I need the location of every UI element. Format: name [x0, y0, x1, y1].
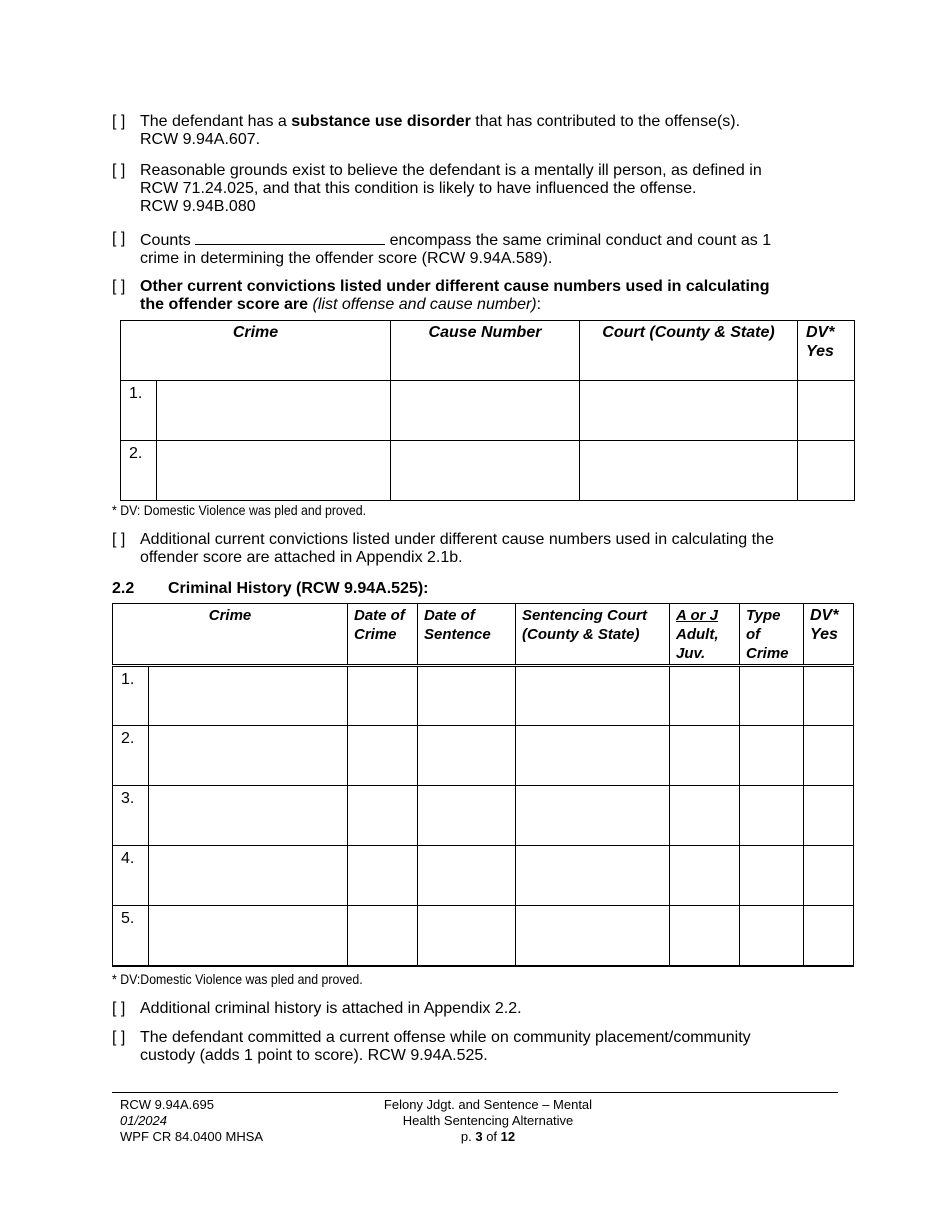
- type-cell[interactable]: [740, 726, 804, 786]
- sentencing-court-cell[interactable]: [516, 726, 670, 786]
- header-adult-juv: A or J Adult, Juv.: [670, 604, 740, 666]
- sentencing-court-cell[interactable]: [516, 906, 670, 966]
- counts-blank-field[interactable]: [195, 230, 385, 245]
- checkbox[interactable]: [ ]: [112, 230, 126, 247]
- court-cell[interactable]: [580, 381, 798, 441]
- cause-number-cell[interactable]: [391, 441, 580, 501]
- sentencing-court-cell[interactable]: [516, 666, 670, 726]
- table-row: [113, 726, 854, 786]
- cause-number-cell[interactable]: [391, 381, 580, 441]
- dv-cell[interactable]: [804, 726, 854, 786]
- adult-juv-cell[interactable]: [670, 906, 740, 966]
- item-text: Reasonable grounds exist to believe the defendant is a mentally ill person, as defined in RCW 71.24.025, and that this condition is likely to have influenced the offense. RCW 9.94B.080: [140, 162, 762, 215]
- row-number: 4.: [113, 846, 149, 906]
- criminal-history-table: [112, 603, 854, 967]
- type-cell[interactable]: [740, 666, 804, 726]
- footer-left: RCW 9.94A.695 01/2024 WPF CR 84.0400 MHSA: [120, 1097, 264, 1144]
- date-of-sentence-cell[interactable]: [418, 666, 516, 726]
- item-text: The defendant has a substance use disorder that has contributed to the offense(s). RCW 9.94A.607.: [140, 113, 741, 148]
- item-text: Additional current convictions listed under different cause numbers used in calculating the offender score are attached in Appendix 2.1b.: [140, 531, 774, 566]
- page-number: p. 3 of 12: [460, 1129, 516, 1144]
- item-text: Additional criminal history is attached in Appendix 2.2.: [140, 1000, 522, 1017]
- header-sentencing-court: Sentencing Court (County & State): [516, 604, 670, 666]
- date-of-sentence-cell[interactable]: [418, 786, 516, 846]
- crime-cell[interactable]: [157, 381, 391, 441]
- court-cell[interactable]: [580, 441, 798, 501]
- adult-juv-cell[interactable]: [670, 786, 740, 846]
- table-row: [121, 441, 855, 501]
- checkbox[interactable]: [ ]: [112, 278, 126, 295]
- date-of-crime-cell[interactable]: [348, 666, 418, 726]
- date-of-crime-cell[interactable]: [348, 846, 418, 906]
- date-of-sentence-cell[interactable]: [418, 906, 516, 966]
- header-date-of-sentence: Date of Sentence: [418, 604, 516, 666]
- dv-cell[interactable]: [804, 786, 854, 846]
- crime-cell[interactable]: [149, 666, 348, 726]
- table-row: [113, 666, 854, 726]
- row-number: 2.: [113, 726, 149, 786]
- crime-cell[interactable]: [149, 906, 348, 966]
- adult-juv-cell[interactable]: [670, 726, 740, 786]
- table-row: [113, 786, 854, 846]
- date-of-crime-cell[interactable]: [348, 726, 418, 786]
- dv-cell[interactable]: [798, 381, 855, 441]
- adult-juv-cell[interactable]: [670, 846, 740, 906]
- item-text: Other current convictions listed under different cause numbers used in calculating the offender score are (list offense and cause number):: [140, 278, 770, 313]
- header-crime: Crime: [121, 321, 391, 381]
- crime-cell[interactable]: [149, 726, 348, 786]
- checkbox[interactable]: [ ]: [112, 162, 126, 179]
- date-of-sentence-cell[interactable]: [418, 726, 516, 786]
- date-of-crime-cell[interactable]: [348, 786, 418, 846]
- page-footer: [112, 1092, 838, 1144]
- header-cause-number: Cause Number: [391, 321, 580, 381]
- header-crime: Crime: [113, 604, 348, 666]
- date-of-crime-cell[interactable]: [348, 906, 418, 966]
- sentencing-court-cell[interactable]: [516, 786, 670, 846]
- current-convictions-table: [120, 320, 855, 501]
- type-cell[interactable]: [740, 846, 804, 906]
- dv-cell[interactable]: [798, 441, 855, 501]
- row-number: 2.: [121, 441, 157, 501]
- crime-cell[interactable]: [149, 846, 348, 906]
- header-court: Court (County & State): [580, 321, 798, 381]
- table-row: [113, 846, 854, 906]
- date-of-sentence-cell[interactable]: [418, 846, 516, 906]
- footnote-dv: * DV:Domestic Violence was pled and proved.: [112, 971, 363, 987]
- header-dv: DV* Yes: [804, 604, 854, 666]
- table-row: [113, 906, 854, 966]
- checkbox[interactable]: [ ]: [112, 113, 126, 130]
- header-dv: DV* Yes: [798, 321, 855, 381]
- dv-cell[interactable]: [804, 906, 854, 966]
- row-number: 1.: [121, 381, 157, 441]
- crime-cell[interactable]: [149, 786, 348, 846]
- item-text: The defendant committed a current offense while on community placement/community custody (adds 1 point to score). RCW 9.94A.525.: [140, 1029, 751, 1064]
- checkbox[interactable]: [ ]: [112, 531, 126, 548]
- crime-cell[interactable]: [157, 441, 391, 501]
- type-cell[interactable]: [740, 906, 804, 966]
- footnote-dv: * DV: Domestic Violence was pled and proved.: [112, 502, 367, 518]
- adult-juv-cell[interactable]: [670, 666, 740, 726]
- dv-cell[interactable]: [804, 666, 854, 726]
- checkbox[interactable]: [ ]: [112, 1029, 126, 1046]
- header-type-of-crime: Type of Crime: [740, 604, 804, 666]
- section-heading: 2.2 Criminal History (RCW 9.94A.525):: [112, 580, 429, 597]
- checkbox[interactable]: [ ]: [112, 1000, 126, 1017]
- row-number: 1.: [113, 666, 149, 726]
- table-row: [121, 381, 855, 441]
- header-date-of-crime: Date of Crime: [348, 604, 418, 666]
- row-number: 3.: [113, 786, 149, 846]
- sentencing-court-cell[interactable]: [516, 846, 670, 906]
- row-number: 5.: [113, 906, 149, 966]
- footer-center: Felony Jdgt. and Sentence – Mental Health Sentencing Alternative p. 3 of 12: [358, 1097, 618, 1145]
- type-cell[interactable]: [740, 786, 804, 846]
- dv-cell[interactable]: [804, 846, 854, 906]
- item-text: Counts encompass the same criminal conduct and count as 1 crime in determining the offender score (RCW 9.94A.589).: [140, 232, 772, 267]
